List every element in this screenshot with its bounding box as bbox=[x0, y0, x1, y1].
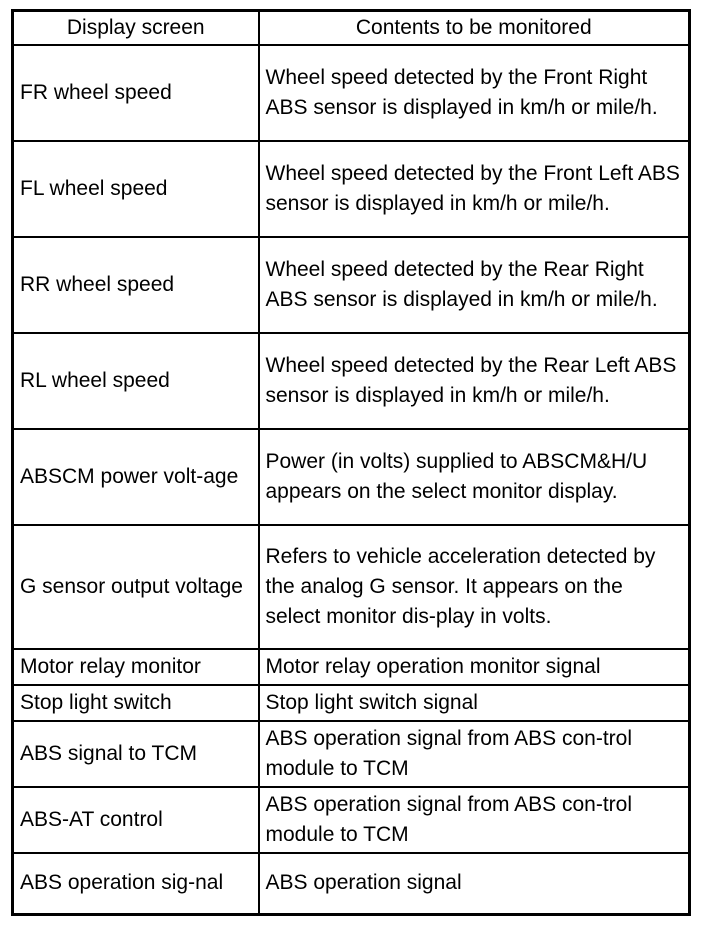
row-contents: ABS operation signal from ABS con-trol module to TCM bbox=[259, 721, 690, 787]
table-row bbox=[13, 141, 690, 237]
row-display-screen: RL wheel speed bbox=[13, 333, 259, 429]
row-display-screen: ABSCM power volt-age bbox=[13, 429, 259, 525]
row-display-screen: FR wheel speed bbox=[13, 45, 259, 141]
row-display-screen: ABS signal to TCM bbox=[13, 721, 259, 787]
row-display-screen: ABS-AT control bbox=[13, 787, 259, 853]
header-display-screen: Display screen bbox=[13, 11, 259, 45]
table-row bbox=[13, 525, 690, 649]
table-row bbox=[13, 333, 690, 429]
row-contents: Wheel speed detected by the Front Left ABS sensor is displayed in km/h or mile/h. bbox=[259, 141, 690, 237]
row-contents: Wheel speed detected by the Front Right ABS sensor is displayed in km/h or mile/h. bbox=[259, 45, 690, 141]
table-row bbox=[13, 649, 690, 685]
row-display-screen: ABS operation sig-nal bbox=[13, 853, 259, 915]
row-display-screen: Motor relay monitor bbox=[13, 649, 259, 685]
table-row bbox=[13, 721, 690, 787]
table-row bbox=[13, 787, 690, 853]
row-display-screen: Stop light switch bbox=[13, 685, 259, 721]
row-contents: Wheel speed detected by the Rear Right ABS sensor is displayed in km/h or mile/h. bbox=[259, 237, 690, 333]
table-row bbox=[13, 237, 690, 333]
row-contents: Refers to vehicle acceleration detected by the analog G sensor. It appears on the select monitor dis-play in volts. bbox=[259, 525, 690, 649]
table-row bbox=[13, 45, 690, 141]
row-display-screen: RR wheel speed bbox=[13, 237, 259, 333]
row-contents: Motor relay operation monitor signal bbox=[259, 649, 690, 685]
row-contents: Power (in volts) supplied to ABSCM&H/U appears on the select monitor display. bbox=[259, 429, 690, 525]
header-contents: Contents to be monitored bbox=[259, 11, 690, 45]
row-display-screen: G sensor output voltage bbox=[13, 525, 259, 649]
table-row bbox=[13, 853, 690, 915]
row-display-screen: FL wheel speed bbox=[13, 141, 259, 237]
table-row bbox=[13, 429, 690, 525]
row-contents: ABS operation signal from ABS con-trol module to TCM bbox=[259, 787, 690, 853]
row-contents: ABS operation signal bbox=[259, 853, 690, 915]
table-row bbox=[13, 685, 690, 721]
table-header-row bbox=[13, 11, 690, 45]
row-contents: Wheel speed detected by the Rear Left ABS sensor is displayed in km/h or mile/h. bbox=[259, 333, 690, 429]
monitor-items-table bbox=[11, 9, 691, 916]
row-contents: Stop light switch signal bbox=[259, 685, 690, 721]
